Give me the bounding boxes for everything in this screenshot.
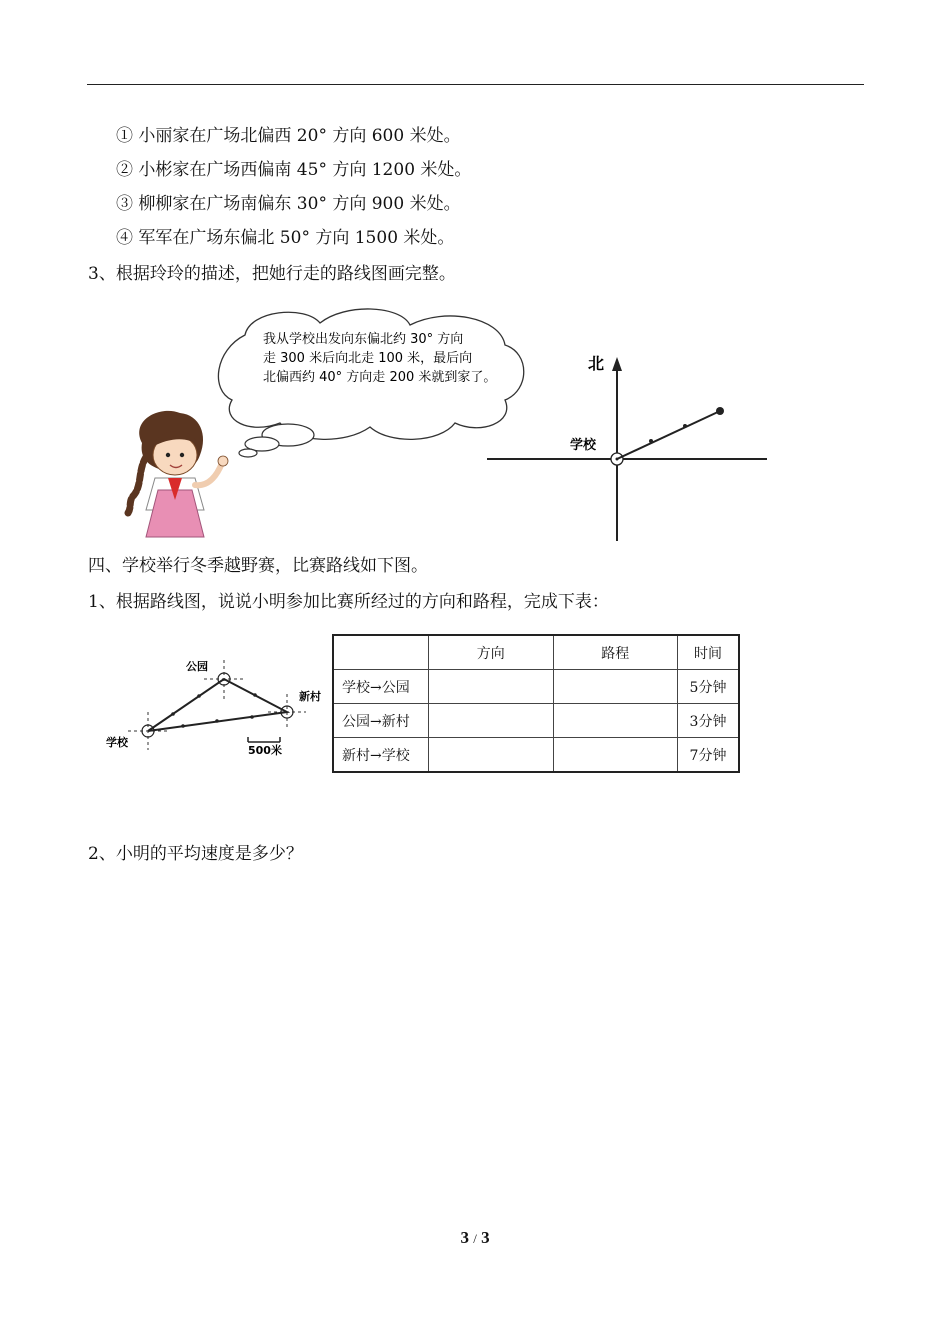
table-header-cell — [333, 635, 429, 670]
item-4: ④ 军军在广场东偏北 50° 方向 1500 米处。 — [116, 228, 455, 248]
time-cell: 7分钟 — [678, 738, 740, 773]
page-total: 3 — [481, 1228, 490, 1247]
table-header-cell: 方向 — [429, 635, 554, 670]
section-4-title: 四、学校举行冬季越野赛，比赛路线如下图。 — [88, 556, 428, 576]
item-3: ③ 柳柳家在广场南偏东 30° 方向 900 米处。 — [116, 194, 461, 214]
page-separator: / — [473, 1231, 477, 1246]
school-label: 学校 — [570, 438, 597, 453]
route-segment-1 — [617, 411, 720, 459]
route-tick-1 — [649, 439, 653, 443]
direction-cell[interactable] — [429, 704, 554, 738]
north-arrow-icon — [612, 357, 622, 371]
distance-cell[interactable] — [553, 670, 678, 704]
route-table — [332, 634, 740, 773]
table-header-cell: 路程 — [553, 635, 678, 670]
speech-line-2: 走 300 米后向北走 100 米，最后向 — [263, 351, 473, 366]
page-current: 3 — [460, 1228, 469, 1247]
village-label: 新村 — [299, 690, 321, 703]
header-rule — [87, 84, 864, 85]
segment-name: 学校→公园 — [333, 670, 429, 704]
girl-eye-left — [166, 453, 170, 457]
school-label: 学校 — [106, 736, 128, 749]
table-row — [333, 670, 739, 704]
route-triangle — [148, 679, 287, 731]
scale-label: 500米 — [248, 744, 282, 757]
girl-illustration — [100, 295, 530, 545]
question-4-2: 2、小明的平均速度是多少？ — [88, 844, 303, 864]
thought-dot-small — [239, 449, 257, 457]
girl-arm — [195, 463, 222, 485]
compass-diagram — [480, 345, 780, 545]
direction-cell[interactable] — [429, 738, 554, 773]
segment-name: 公园→新村 — [333, 704, 429, 738]
table-row — [333, 704, 739, 738]
page-number — [0, 1228, 950, 1248]
park-label: 公园 — [186, 660, 208, 673]
table-header-row — [333, 635, 739, 670]
route-endpoint — [716, 407, 724, 415]
speech-line-1: 我从学校出发向东偏北约 30° 方向 — [263, 332, 464, 347]
direction-cell[interactable] — [429, 670, 554, 704]
item-1: ① 小丽家在广场北偏西 20° 方向 600 米处。 — [116, 126, 461, 146]
girl-hand — [218, 456, 228, 466]
question-4-1: 1、根据路线图，说说小明参加比赛所经过的方向和路程，完成下表： — [88, 592, 609, 612]
time-cell: 3分钟 — [678, 704, 740, 738]
table-header-cell: 时间 — [678, 635, 740, 670]
north-label: 北 — [588, 354, 605, 373]
table-row — [333, 738, 739, 773]
girl-eye-right — [180, 453, 184, 457]
distance-cell[interactable] — [553, 738, 678, 773]
distance-cell[interactable] — [553, 704, 678, 738]
time-cell: 5分钟 — [678, 670, 740, 704]
route-tick-2 — [683, 424, 687, 428]
item-2: ② 小彬家在广场西偏南 45° 方向 1200 米处。 — [116, 160, 472, 180]
question-3: 3、根据玲玲的描述，把她行走的路线图画完整。 — [88, 264, 456, 284]
speech-line-3: 北偏西约 40° 方向走 200 米就到家了。 — [263, 370, 497, 385]
race-route-map — [100, 650, 330, 760]
girl-braid — [128, 457, 146, 513]
segment-name: 新村→学校 — [333, 738, 429, 773]
